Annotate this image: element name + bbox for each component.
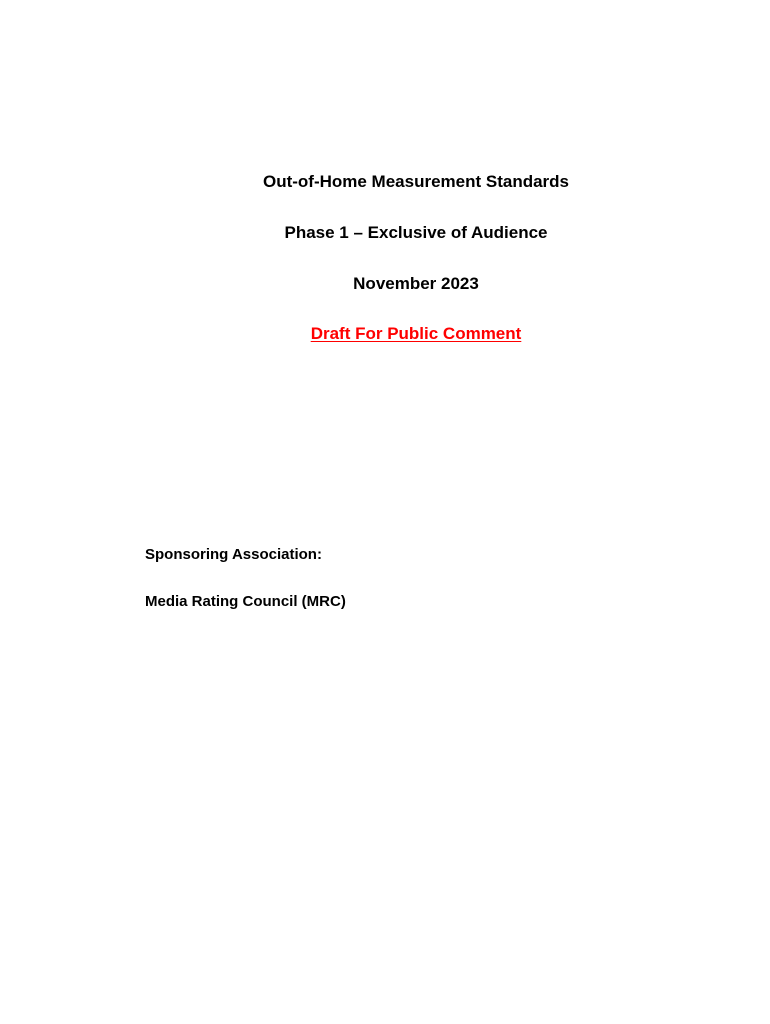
document-title: Out-of-Home Measurement Standards <box>262 172 570 191</box>
document-date: November 2023 <box>353 274 479 293</box>
sponsor-name: Media Rating Council (MRC) <box>145 593 346 610</box>
sponsor-label: Sponsoring Association: <box>145 546 322 563</box>
draft-notice-text: Draft For Public Comment <box>310 324 522 343</box>
draft-notice <box>0 324 770 344</box>
document-subtitle: Phase 1 – Exclusive of Audience <box>284 223 548 242</box>
